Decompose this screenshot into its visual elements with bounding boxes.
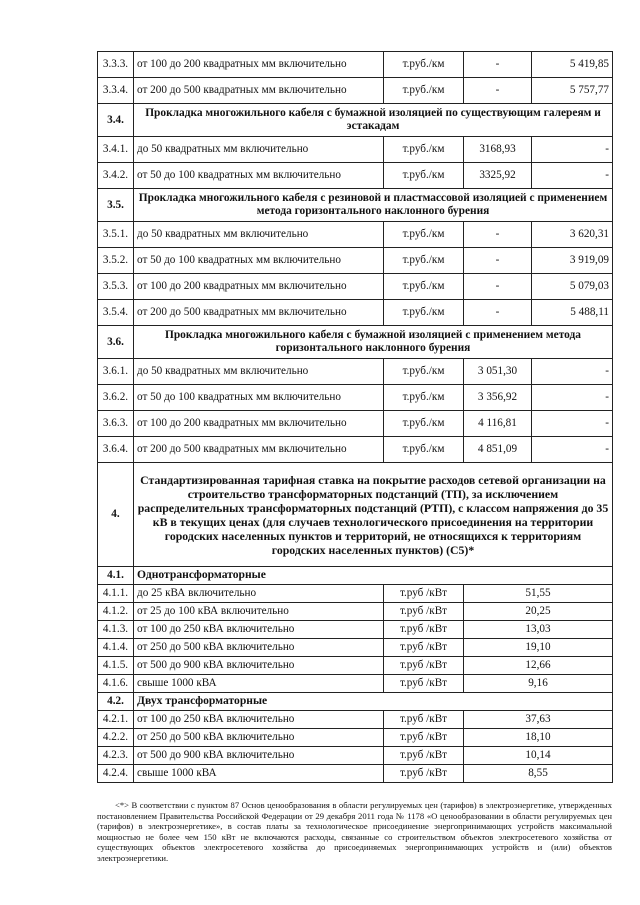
row-number: 3.5.4. xyxy=(98,300,134,326)
section-number: 4. xyxy=(98,463,134,567)
row-number: 4.1.2. xyxy=(98,603,134,621)
row-value-paper: 3 356,92 xyxy=(464,385,532,411)
row-value-rubber: - xyxy=(532,137,613,163)
row-value-paper: 3168,93 xyxy=(464,137,532,163)
table-row xyxy=(98,274,613,300)
row-description: до 50 квадратных мм включительно xyxy=(134,222,384,248)
row-unit: т.руб./км xyxy=(384,222,464,248)
row-unit: т.руб /кВт xyxy=(384,639,464,657)
table-row xyxy=(98,657,613,675)
section-number: 3.4. xyxy=(98,104,134,137)
row-unit: т.руб /кВт xyxy=(384,657,464,675)
row-unit: т.руб./км xyxy=(384,274,464,300)
row-value-rubber: 5 488,11 xyxy=(532,300,613,326)
row-value: 51,55 xyxy=(464,585,613,603)
row-value-rubber: 5 079,03 xyxy=(532,274,613,300)
table-row xyxy=(98,621,613,639)
section-title: Стандартизированная тарифная ставка на покрытие расходов сетевой организации на строительство трансформаторных подстанций (ТП), за исключением распределительных трансформаторных подстанций (РТП), с классом напряжения до 35 кВ в текущих ценах (для случаев технологического присоединения на территории городских населенных пунктов и территорий, не относящихся к территориям городских населенных пунктов) (С5)* xyxy=(134,463,613,567)
row-value-paper: - xyxy=(464,222,532,248)
section-number: 3.5. xyxy=(98,189,134,222)
row-value-rubber: - xyxy=(532,437,613,463)
row-description: до 50 квадратных мм включительно xyxy=(134,137,384,163)
row-unit: т.руб./км xyxy=(384,411,464,437)
row-value: 12,66 xyxy=(464,657,613,675)
subsection-title: Однотрансформаторные xyxy=(134,567,613,585)
row-value: 20,25 xyxy=(464,603,613,621)
row-value-rubber: - xyxy=(532,163,613,189)
row-number: 4.2.4. xyxy=(98,765,134,783)
row-unit: т.руб./км xyxy=(384,359,464,385)
row-unit: т.руб./км xyxy=(384,163,464,189)
row-value-paper: - xyxy=(464,300,532,326)
table-row xyxy=(98,385,613,411)
row-number: 3.3.3. xyxy=(98,52,134,78)
row-description: от 500 до 900 кВА включительно xyxy=(134,657,384,675)
row-value-paper: - xyxy=(464,248,532,274)
tariff-table xyxy=(97,51,613,783)
table-row xyxy=(98,52,613,78)
row-value-paper: - xyxy=(464,52,532,78)
row-unit: т.руб /кВт xyxy=(384,621,464,639)
section-number: 3.6. xyxy=(98,326,134,359)
row-value-rubber: 3 620,31 xyxy=(532,222,613,248)
row-description: свыше 1000 кВА xyxy=(134,765,384,783)
row-value: 13,03 xyxy=(464,621,613,639)
row-unit: т.руб./км xyxy=(384,52,464,78)
row-number: 3.6.3. xyxy=(98,411,134,437)
table-row xyxy=(98,137,613,163)
row-value-paper: - xyxy=(464,274,532,300)
row-unit: т.руб./км xyxy=(384,78,464,104)
row-value-paper: 3325,92 xyxy=(464,163,532,189)
tariff-table-body xyxy=(98,52,613,783)
section-header-row xyxy=(98,326,613,359)
row-number: 4.2.1. xyxy=(98,711,134,729)
row-description: до 50 квадратных мм включительно xyxy=(134,359,384,385)
subsection-title: Двух трансформаторные xyxy=(134,693,613,711)
row-number: 4.2.3. xyxy=(98,747,134,765)
row-number: 4.1.5. xyxy=(98,657,134,675)
row-value: 10,14 xyxy=(464,747,613,765)
row-value-paper: - xyxy=(464,78,532,104)
row-number: 4.1.3. xyxy=(98,621,134,639)
row-description: от 100 до 200 квадратных мм включительно xyxy=(134,411,384,437)
row-number: 3.4.1. xyxy=(98,137,134,163)
subsection-row xyxy=(98,693,613,711)
section-title: Прокладка многожильного кабеля с бумажной изоляцией по существующим галереям и эстакадам xyxy=(134,104,613,137)
row-description: от 25 до 100 кВА включительно xyxy=(134,603,384,621)
row-number: 3.3.4. xyxy=(98,78,134,104)
row-number: 3.4.2. xyxy=(98,163,134,189)
row-value: 19,10 xyxy=(464,639,613,657)
row-description: от 50 до 100 квадратных мм включительно xyxy=(134,248,384,274)
row-number: 3.6.1. xyxy=(98,359,134,385)
row-number: 4.2.2. xyxy=(98,729,134,747)
table-row xyxy=(98,747,613,765)
row-unit: т.руб./км xyxy=(384,137,464,163)
table-row xyxy=(98,729,613,747)
section-header-row xyxy=(98,104,613,137)
row-unit: т.руб./км xyxy=(384,248,464,274)
row-number: 3.5.3. xyxy=(98,274,134,300)
row-unit: т.руб /кВт xyxy=(384,675,464,693)
row-description: от 250 до 500 кВА включительно xyxy=(134,729,384,747)
row-value-paper: 3 051,30 xyxy=(464,359,532,385)
row-unit: т.руб./км xyxy=(384,385,464,411)
table-row xyxy=(98,765,613,783)
row-unit: т.руб /кВт xyxy=(384,585,464,603)
row-number: 3.5.2. xyxy=(98,248,134,274)
row-number: 3.6.4. xyxy=(98,437,134,463)
table-row xyxy=(98,222,613,248)
table-row xyxy=(98,411,613,437)
row-unit: т.руб /кВт xyxy=(384,765,464,783)
section-title: Прокладка многожильного кабеля с бумажной изоляцией с применением метода горизонтального наклонного бурения xyxy=(134,326,613,359)
footnote: <*> В соответствии с пунктом 87 Основ ценообразования в области регулируемых цен (тарифов) в электроэнергетике, утвержденных постановлением Правительства Российской Федерации от 29 декабря 2011 года № 1178 «О ценообразовании в области регулируемых цен (тарифов) в электроэнергетике», в состав платы за технологическое присоединение энергопринимающих устройств максимальной мощностью не более чем 150 кВт не включаются расходы, связанные со строительством объектов электросетевого хозяйства от существующих объектов электросетевого хозяйства до присоединяемых энергопринимающих устройств и (или) объектов электроэнергетики. xyxy=(97,800,612,863)
row-number: 4.1.6. xyxy=(98,675,134,693)
row-value-paper: 4 851,09 xyxy=(464,437,532,463)
row-description: от 100 до 250 кВА включительно xyxy=(134,621,384,639)
table-row xyxy=(98,359,613,385)
table-row xyxy=(98,78,613,104)
table-row xyxy=(98,711,613,729)
table-row xyxy=(98,675,613,693)
row-description: от 200 до 500 квадратных мм включительно xyxy=(134,437,384,463)
row-unit: т.руб./км xyxy=(384,300,464,326)
subsection-number: 4.2. xyxy=(98,693,134,711)
section-header-row xyxy=(98,189,613,222)
row-unit: т.руб /кВт xyxy=(384,711,464,729)
row-value-rubber: - xyxy=(532,359,613,385)
row-number: 3.5.1. xyxy=(98,222,134,248)
row-description: от 100 до 250 кВА включительно xyxy=(134,711,384,729)
row-value-rubber: 5 419,85 xyxy=(532,52,613,78)
table-row xyxy=(98,163,613,189)
section-4-header-row xyxy=(98,463,613,567)
row-value: 9,16 xyxy=(464,675,613,693)
row-value: 18,10 xyxy=(464,729,613,747)
row-unit: т.руб /кВт xyxy=(384,603,464,621)
row-number: 4.1.4. xyxy=(98,639,134,657)
row-number: 4.1.1. xyxy=(98,585,134,603)
row-value-rubber: 5 757,77 xyxy=(532,78,613,104)
row-value-rubber: 3 919,09 xyxy=(532,248,613,274)
row-description: от 100 до 200 квадратных мм включительно xyxy=(134,274,384,300)
row-description: от 50 до 100 квадратных мм включительно xyxy=(134,163,384,189)
row-unit: т.руб./км xyxy=(384,437,464,463)
row-value: 8,55 xyxy=(464,765,613,783)
row-value-paper: 4 116,81 xyxy=(464,411,532,437)
row-value-rubber: - xyxy=(532,385,613,411)
row-unit: т.руб /кВт xyxy=(384,747,464,765)
row-description: от 50 до 100 квадратных мм включительно xyxy=(134,385,384,411)
section-title: Прокладка многожильного кабеля с резиновой и пластмассовой изоляцией с применением метода горизонтального наклонного бурения xyxy=(134,189,613,222)
table-row xyxy=(98,248,613,274)
subsection-row xyxy=(98,567,613,585)
table-row xyxy=(98,437,613,463)
row-description: от 250 до 500 кВА включительно xyxy=(134,639,384,657)
row-description: от 500 до 900 кВА включительно xyxy=(134,747,384,765)
row-description: от 200 до 500 квадратных мм включительно xyxy=(134,78,384,104)
table-row xyxy=(98,603,613,621)
row-description: до 25 кВА включительно xyxy=(134,585,384,603)
table-row xyxy=(98,639,613,657)
row-unit: т.руб /кВт xyxy=(384,729,464,747)
table-row xyxy=(98,300,613,326)
row-description: свыше 1000 кВА xyxy=(134,675,384,693)
row-value: 37,63 xyxy=(464,711,613,729)
table-row xyxy=(98,585,613,603)
subsection-number: 4.1. xyxy=(98,567,134,585)
row-description: от 200 до 500 квадратных мм включительно xyxy=(134,300,384,326)
row-value-rubber: - xyxy=(532,411,613,437)
row-description: от 100 до 200 квадратных мм включительно xyxy=(134,52,384,78)
row-number: 3.6.2. xyxy=(98,385,134,411)
